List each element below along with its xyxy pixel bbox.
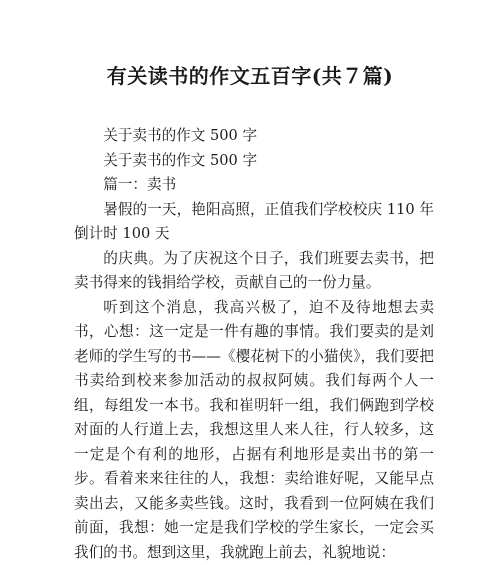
document-body — [74, 124, 434, 565]
paragraph: 关于卖书的作文 500 字 — [103, 127, 258, 144]
paragraph: 篇一：卖书 — [103, 176, 177, 193]
document-title: 有关读书的作文五百字(共７篇) — [106, 64, 394, 88]
paragraph: 听到这个消息，我高兴极了，迫不及待地想去卖书，心想：这一定是一件有趣的事情。我们要卖的是刘老师的学生写的书——《樱花树下的小猫侠》，我们要把书卖给到校来参加活动的叔叔阿姨。我们每两个人一组，每组发一本书。我和崔明轩一组，我们俩跑到学校对面的人行道上去，我想这里人来人往，行人较多，这一定是个有利的地形，占据有利地形是卖出书的第一步。看着来来往往的人，我想：卖给谁好呢，又能早点卖出去，又能多卖些钱。这时，我看到一位阿姨在我们前面，我想：她一定是我们学校的学生家长，一定会买我们的书。想到这里，我就跑上前去，礼貌地说： — [74, 298, 434, 561]
paragraph: 关于卖书的作文 500 字 — [103, 151, 258, 169]
paragraph: 的庆典。为了庆祝这个日子，我们班要去卖书，把卖书得来的钱捐给学校，贡献自己的一份力量。 — [74, 249, 434, 291]
paragraph: 暑假的一天，艳阳高照，正值我们学校校庆 110 年倒计时 100 天 — [74, 200, 434, 242]
